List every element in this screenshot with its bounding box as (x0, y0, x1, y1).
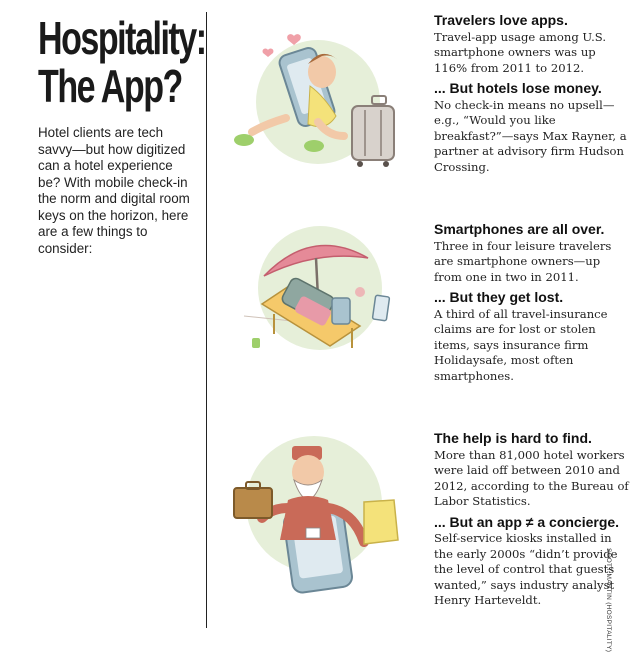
section-help (434, 430, 630, 652)
section-heading: Travelers love apps. (434, 12, 568, 28)
title-line-2: The App? (38, 60, 182, 112)
section-body: Self-service kiosks installed in the early 2000s “didn’t provide the level of control that guests wanted,” says industry analyst Henry Harteveldt. (434, 531, 618, 607)
illustration-beach (234, 216, 414, 366)
column-divider (206, 12, 207, 628)
page-title (38, 12, 206, 112)
section-body: Travel-app usage among U.S. smartphone owners was up 116% from 2011 to 2012. (434, 29, 607, 75)
section-heading: The help is hard to find. (434, 430, 592, 446)
section-body: No check-in means no upsell—e.g., “Would you like breakfast?”—says Max Rayner, a partner at advisory firm Hudson Crossing. (434, 97, 627, 174)
briefcase-icon (234, 482, 272, 518)
illustration-bellhop (232, 418, 408, 600)
section-apps (434, 12, 630, 178)
intro-text: Hotel clients are tech savvy—but how digitized can a hotel experience be? With mobile check-in the norm and digital room keys on the horizon, here are a few things to consider: (38, 125, 190, 256)
illustration-hug-phone (222, 14, 402, 174)
title-line-1: Hospitality: (38, 12, 206, 64)
section-heading: Smartphones are all over. (434, 221, 605, 237)
section-body: Three in four leisure travelers are smartphone owners—up from one in two in 2011. (434, 238, 612, 284)
photo-credit: SCOTT MARTIN (HOSPITALITY) (605, 548, 612, 652)
heart-icon (263, 49, 274, 57)
phone-icon (372, 295, 389, 321)
section-body: More than 81,000 hotel workers were laid off between 2010 and 2012, according to the Bureau of Labor Statistics. (434, 447, 629, 508)
section-heading: ... But they get lost. (434, 289, 564, 305)
section-heading: ... But an app ≠ a concierge. (434, 513, 620, 530)
section-smartphones (434, 221, 630, 387)
phone-icon (332, 298, 350, 324)
suitcase-icon (352, 96, 394, 167)
section-heading: ... But hotels lose money. (434, 80, 602, 96)
section-body: A third of all travel-insurance claims are for lost or stolen items, says insurance firm Holidaysafe, most often smartphones. (434, 306, 608, 383)
